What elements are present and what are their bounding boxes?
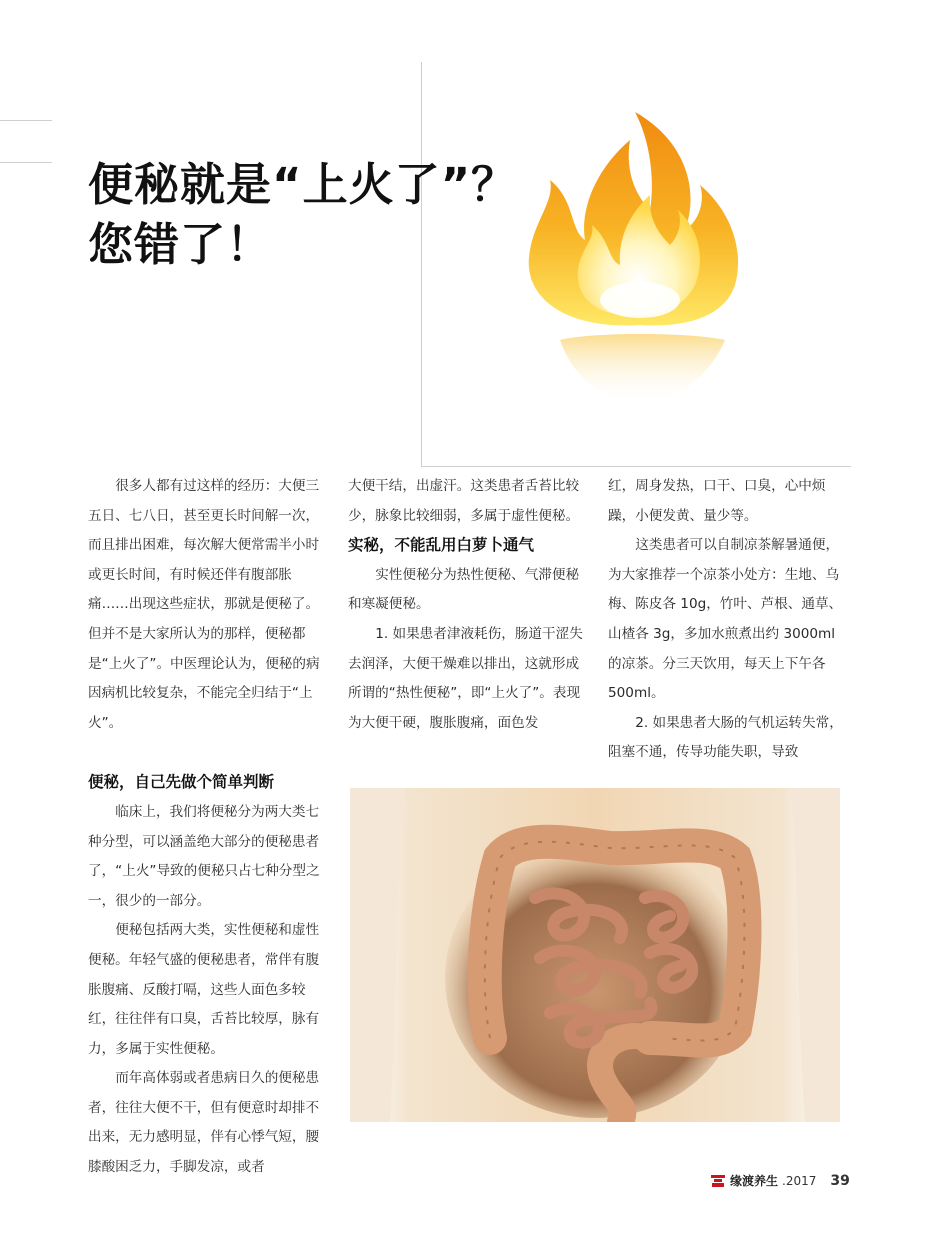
- page-title-line1: 便秘就是“上火了”？: [88, 158, 518, 211]
- magazine-name: 缘渡养生: [730, 1174, 779, 1188]
- page-footer: [710, 1172, 850, 1189]
- paragraph: 1. 如果患者津液耗伤，肠道干涩失去润泽，大便干燥难以排出，这就形成所谓的“热性便秘”，即“上火了”。表现为大便干硬，腹胀腹痛，面色发: [348, 625, 583, 731]
- magazine-year: .2017: [782, 1173, 817, 1188]
- text-column-2: [348, 472, 584, 738]
- paragraph: 临床上，我们将便秘分为两大类七种分型，可以涵盖绝大部分的便秘患者了，“上火”导致的便秘只占七种分型之一，很少的一部分。: [88, 803, 320, 909]
- left-rule-bottom: [0, 162, 52, 163]
- image-frame-left-rule: [421, 62, 422, 466]
- page-number: 39: [830, 1172, 850, 1189]
- paragraph: 红，周身发热，口干、口臭，心中烦躁，小便发黄、量少等。: [608, 478, 826, 524]
- paragraph: 而年高体弱或者患病日久的便秘患者，往往大便不干，但有便意时却排不出来，无力感明显，伴有心悸气短，腰膝酸困乏力，手脚发凉，或者: [88, 1070, 320, 1176]
- section-heading: 便秘，自己先做个简单判断: [88, 773, 275, 792]
- paragraph: 实性便秘分为热性便秘、气滞便秘和寒凝便秘。: [348, 566, 580, 613]
- text-column-1: [88, 472, 323, 1183]
- image-frame-bottom-rule: [421, 466, 851, 467]
- fire-icon: [500, 100, 780, 420]
- paragraph: 很多人都有过这样的经历：大便三五日、七八日，甚至更长时间解一次，而且排出困难，每次解大便常需半小时或更长时间，有时候还伴有腹部胀痛……出现这些症状，那就是便秘了。但并不是大家所认为的那样，便秘都是“上火了”。中医理论认为，便秘的病因病机比较复杂，不能完全归结于“上火”。: [88, 478, 320, 731]
- left-rule-top: [0, 120, 52, 121]
- paragraph: 这类患者可以自制凉茶解暑通便，为大家推荐一个凉茶小处方：生地、乌梅、陈皮各 10g，竹叶、芦根、通草、山楂各 3g，多加水煎煮出约 3000ml 的凉茶。分三天饮用，每天上下午各 500ml。: [608, 537, 843, 702]
- text-column-3: [608, 472, 844, 768]
- paragraph: 大便干结，出虚汗。这类患者舌苔比较少，脉象比较细弱，多属于虚性便秘。: [348, 478, 580, 524]
- paragraph: 便秘包括两大类，实性便秘和虚性便秘。年轻气盛的便秘患者，常伴有腹胀腹痛、反酸打嗝，这些人面色多较红，往往伴有口臭，舌苔比较厚，脉有力，多属于实性便秘。: [88, 922, 320, 1057]
- magazine-logo-icon: [710, 1173, 726, 1189]
- intestine-icon: [350, 788, 840, 1122]
- page-title-line2: 您错了！: [88, 218, 273, 271]
- section-heading: 实秘，不能乱用白萝卜通气: [348, 536, 535, 555]
- paragraph: 2. 如果患者大肠的气机运转失常，阻塞不通，传导功能失职，导致: [608, 714, 843, 761]
